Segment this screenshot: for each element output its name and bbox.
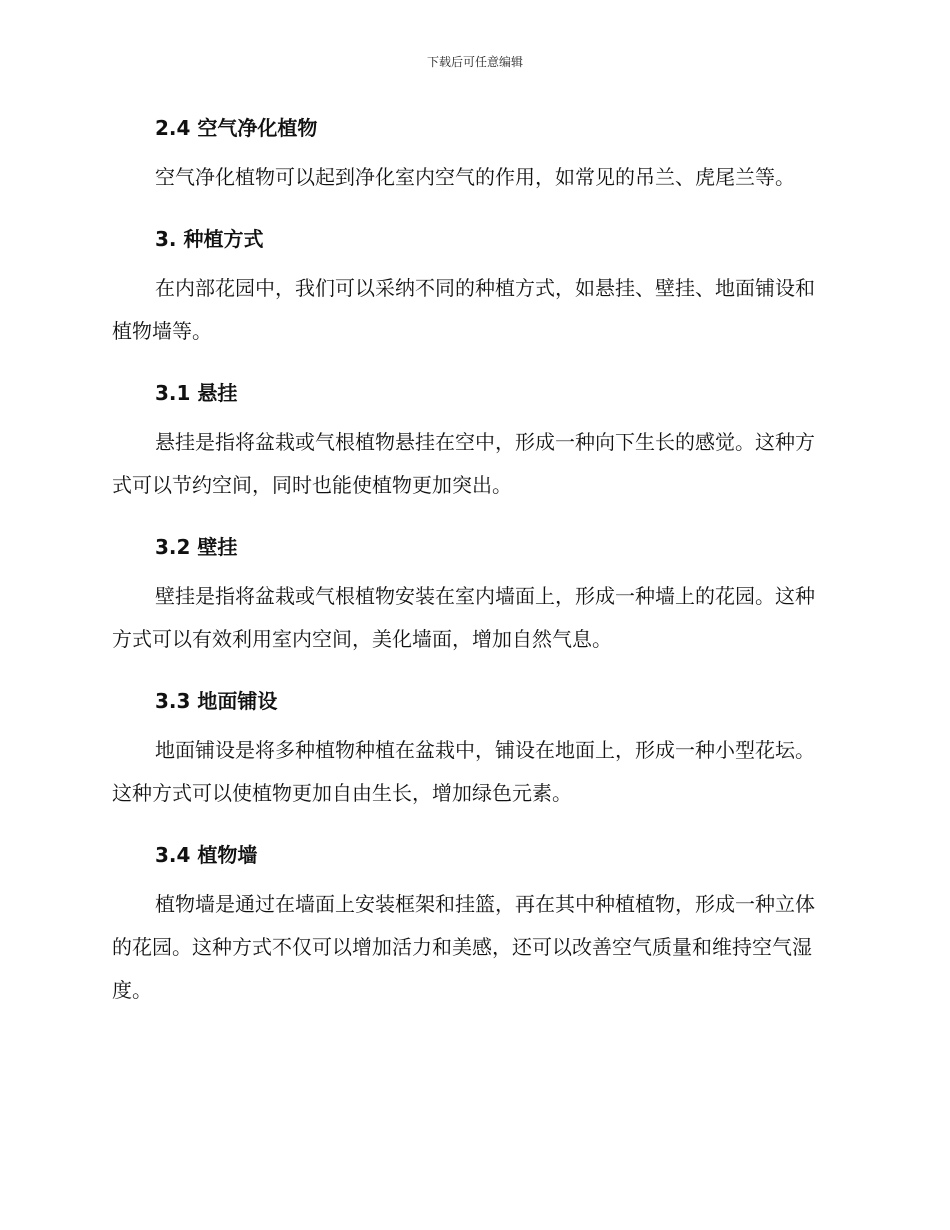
section-paragraph-3 [112, 267, 834, 353]
section-paragraph-3-1 [112, 421, 834, 507]
section-heading-3-3: 3.3 地面铺设 [155, 689, 278, 713]
section-heading-3-4: 3.4 植物墙 [155, 843, 258, 867]
section-paragraph-3-3 [112, 729, 834, 815]
paragraph-line: 持空气湿度。 [112, 935, 812, 1002]
section-heading-3-1: 3.1 悬挂 [155, 381, 238, 405]
section-paragraph-3-2 [112, 575, 834, 661]
document-body [112, 112, 834, 1012]
paragraph-line: 种方式可以节约空间，同时也能使植物更加突出。 [112, 430, 815, 497]
paragraph-line: 悬挂是指将盆栽或气根植物悬挂在空中，形成一种向下生长的感觉。这 [155, 430, 775, 454]
paragraph-line: 等。 [755, 165, 795, 189]
paragraph-line: 空气净化植物可以起到净化室内空气的作用，如常见的吊兰、虎尾兰 [155, 165, 755, 189]
paragraph-line: 坛。这种方式可以使植物更加自由生长，增加绿色元素。 [112, 738, 815, 805]
section-paragraph-2-4 [112, 156, 834, 199]
paragraph-line: 设和植物墙等。 [112, 276, 815, 343]
section-heading-2-4: 2.4 空气净化植物 [155, 116, 318, 140]
section-heading-3-2: 3.2 壁挂 [155, 535, 238, 559]
paragraph-line: 壁挂是指将盆栽或气根植物安装在室内墙面上，形成一种墙上的花园。 [155, 584, 775, 608]
paragraph-line: 立体的花园。这种方式不仅可以增加活力和美感，还可以改善空气质量和维 [112, 892, 815, 959]
paragraph-line: 植物墙是通过在墙面上安装框架和挂篮，再在其中种植植物，形成一种 [155, 892, 775, 916]
paragraph-line: 地面铺设是将多种植物种植在盆栽中，铺设在地面上，形成一种小型花 [155, 738, 775, 762]
paragraph-line: 在内部花园中，我们可以采纳不同的种植方式，如悬挂、壁挂、地面铺 [155, 276, 775, 300]
paragraph-line: 这种方式可以有效利用室内空间，美化墙面，增加自然气息。 [112, 584, 815, 651]
section-paragraph-3-4 [112, 883, 834, 1012]
section-heading-3: 3. 种植方式 [155, 227, 264, 251]
page-header: 下载后可任意编辑 [426, 55, 523, 69]
